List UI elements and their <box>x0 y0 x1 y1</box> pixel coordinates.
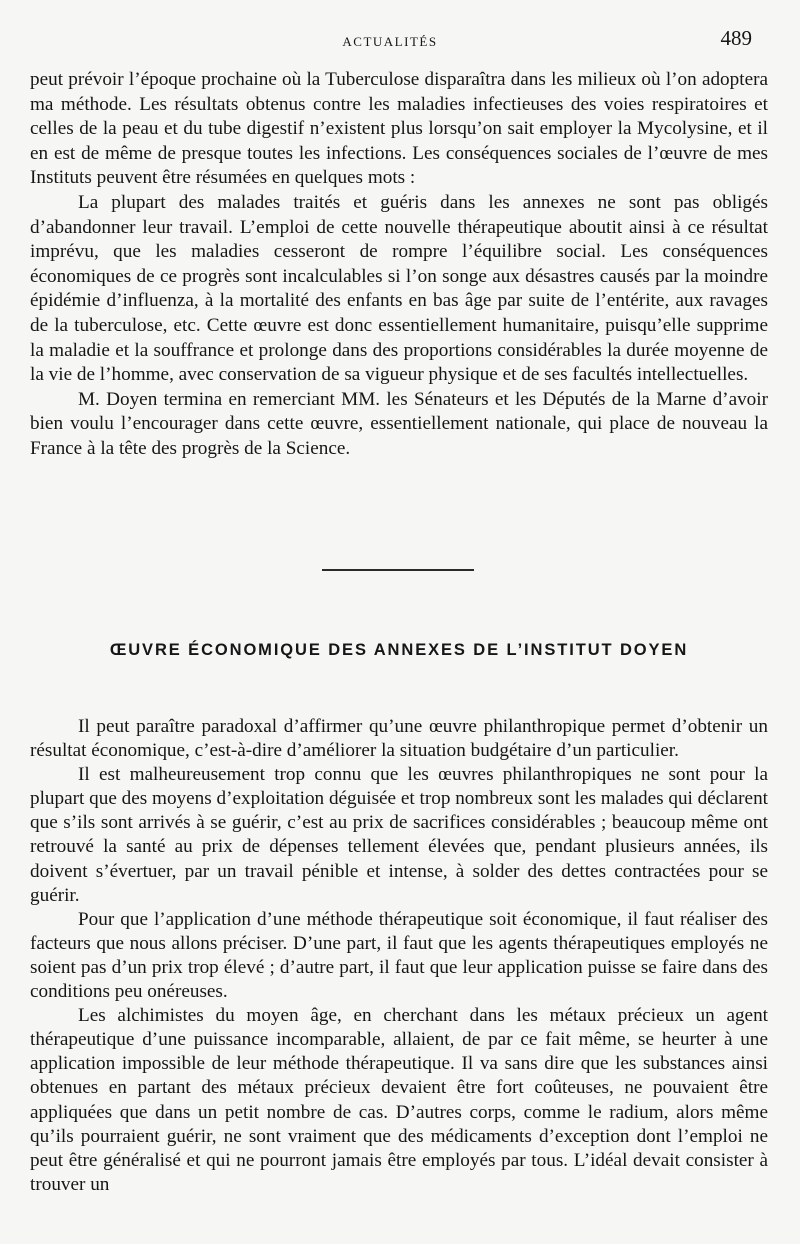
running-title: ACTUALITÉS <box>342 34 438 49</box>
section-title: ŒUVRE ÉCONOMIQUE DES ANNEXES DE L’INSTITUT DOYEN <box>109 641 689 659</box>
page-number: 489 <box>720 26 752 50</box>
section-separator <box>322 569 474 571</box>
paragraph-economic-method: Pour que l’application d’une méthode thérapeutique soit économique, il faut réaliser des facteurs que nous allons préciser. D’une part, il faut que les agents thérapeutiques employés ne soient pas d’un prix trop élevé ; d’autre part, il faut que leur application puisse se faire dans des conditions peu onéreuses. <box>30 908 768 1003</box>
continued-text <box>30 68 768 462</box>
paragraph-alchemists: Les alchimistes du moyen âge, en cherchant dans les métaux précieux un agent thérapeutique d’une puissance incomparable, allaient, de par ce fait même, se heurter à une application impossible de leur méthode thérapeutique. Il va sans dire que les substances ainsi obtenues en partant des métaux précieux devaient être fort coûteuses, ne pouvaient être appliquées que dans un petit nombre de cas. D’autres corps, comme le radium, alors même qu’ils pourraient guérir, ne sont vraiment que des médicaments d’exception dont l’emploi ne peut être généralisé et qui ne pourront jamais être employés par tous. L’idéal devait consister à trouver un <box>30 1005 768 1195</box>
paragraph-doyen-closing: M. Doyen termina en remerciant MM. les Sénateurs et les Députés de la Marne d’avoir bien voulu l’encourager dans cette œuvre, essentiellement nationale, qui place de nouveau la France à la tête des progrès de la Science. <box>30 388 768 459</box>
paragraph-social-consequences: La plupart des malades traités et guéris dans les annexes ne sont pas obligés d’abandonner leur travail. L’emploi de cette nouvelle thérapeutique aboutit ainsi à ce résultat imprévu, que les maladies cesseront de rompre l’équilibre social. Les conséquences économiques de ce progrès sont incalculables si l’on songe aux désastres causés par la moindre épidémie d’influenza, à la mortalité des enfants en bas âge par suite de l’entérite, aux ravages de la tuberculose, etc. Cette œuvre est donc essentiellement humanitaire, puisqu’elle supprime la maladie et la souffrance et prolonge dans des proportions considérables la durée moyenne de la vie de l’homme, avec conservation de sa vigueur physique et de ses facultés intellectuelles. <box>30 191 768 386</box>
paragraph-philanthropic-works: Il est malheureusement trop connu que les œuvres philanthropiques ne sont pour la plupart que des moyens d’exploitation déguisée et trop nombreux sont les malades qui déclarent que s’ils sont arrivés à se guérir, c’est au prix de sacrifices considérables ; beaucoup même ont retrouvé la santé au prix de dépenses tellement élevées que, pendant plusieurs années, ils doivent s’évertuer, par un travail pénible et intense, à solder des dettes contractées pour se guérir. <box>30 764 768 906</box>
running-header <box>0 26 800 56</box>
paragraph-continued: peut prévoir l’époque prochaine où la Tuberculose disparaîtra dans les milieux où l’on adoptera ma méthode. Les résultats obtenus contre les maladies infectieuses des voies respiratoires et celles de la peau et du tube digestif n’existent plus lorsqu’on sait employer la Mycolysine, et il en est de même de presque toutes les infections. Les conséquences sociales de l’œuvre de mes Instituts peuvent être résumées en quelques mots : <box>30 69 768 189</box>
section-body <box>30 715 768 1197</box>
paragraph-paradox: Il peut paraître paradoxal d’affirmer qu’une œuvre philanthropique permet d’obtenir un résultat économique, c’est-à-dire d’améliorer la situation budgétaire d’un particulier. <box>30 716 768 762</box>
